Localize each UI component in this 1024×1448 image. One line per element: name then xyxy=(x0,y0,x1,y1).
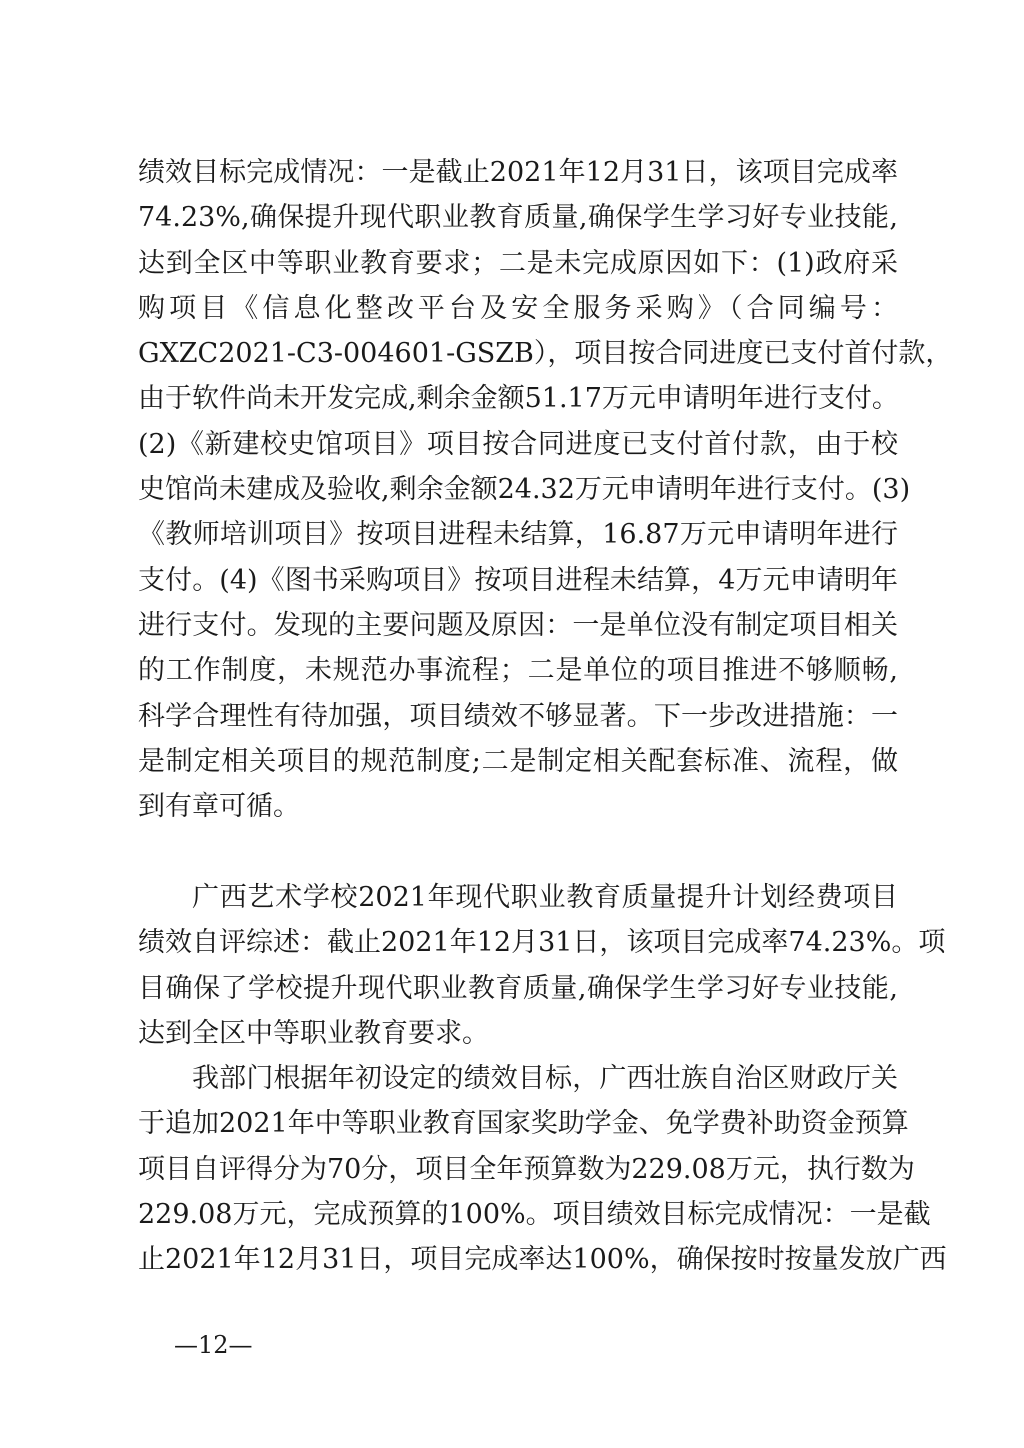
text-line: 支付。(4)《图书采购项目》按项目进程未结算，4万元申请明年 xyxy=(138,564,898,596)
text-line: (2)《新建校史馆项目》项目按合同进度已支付首付款，由于校 xyxy=(138,428,898,460)
text-line: 于追加2021年中等职业教育国家奖助学金、免学费补助资金预算 xyxy=(138,1108,909,1140)
text-line: 229.08万元，完成预算的100%。项目绩效目标完成情况：一是截 xyxy=(138,1198,931,1230)
text-line: 目确保了学校提升现代职业教育质量,确保学生学习好专业技能, xyxy=(138,972,898,1004)
text-line: 《教师培训项目》按项目进程未结算，16.87万元申请明年进行 xyxy=(138,519,898,551)
text-line: 绩效自评综述：截止2021年12月31日，该项目完成率74.23%。项 xyxy=(138,927,946,959)
text-line: 到有章可循。 xyxy=(138,791,300,823)
page-number: —12— xyxy=(174,1331,253,1359)
text-line: 史馆尚未建成及验收,剩余金额24.32万元申请明年进行支付。(3) xyxy=(138,474,911,506)
paragraph-self-evaluation-summary xyxy=(138,875,946,1056)
text-line: GXZC2021-C3-004601-GSZB），项目按合同进度已支付首付款， xyxy=(138,338,953,370)
text-line: 绩效目标完成情况：一是截止2021年12月31日，该项目完成率 xyxy=(138,157,898,188)
text-line: 达到全区中等职业教育要求。 xyxy=(138,1017,489,1049)
text-line: 我部门根据年初设定的绩效目标，广西壮族自治区财政厅关 xyxy=(192,1063,898,1094)
text-line: 达到全区中等职业教育要求；二是未完成原因如下：(1)政府采 xyxy=(138,247,898,279)
text-line: 购项目《信息化整改平台及安全服务采购》（合同编号： xyxy=(138,292,898,324)
paragraph-department-evaluation xyxy=(138,1056,947,1282)
text-line: 是制定相关项目的规范制度;二是制定相关配套标准、流程，做 xyxy=(138,745,898,777)
text-line: 项目自评得分为70分，项目全年预算数为229.08万元，执行数为 xyxy=(138,1153,915,1185)
text-line: 广西艺术学校2021年现代职业教育质量提升计划经费项目 xyxy=(192,882,898,913)
text-line: 止2021年12月31日，项目完成率达100%，确保按时按量发放广西 xyxy=(138,1244,947,1276)
text-line: 74.23%,确保提升现代职业教育质量,确保学生学习好专业技能, xyxy=(138,202,898,234)
text-line: 由于软件尚未开发完成,剩余金额51.17万元申请明年进行支付。 xyxy=(138,383,899,415)
paragraph-performance-goal-status xyxy=(138,150,953,829)
text-line: 科学合理性有待加强，项目绩效不够显著。下一步改进措施：一 xyxy=(138,700,898,732)
text-line: 进行支付。发现的主要问题及原因：一是单位没有制定项目相关 xyxy=(138,609,898,641)
text-line: 的工作制度，未规范办事流程；二是单位的项目推进不够顺畅, xyxy=(138,655,898,687)
